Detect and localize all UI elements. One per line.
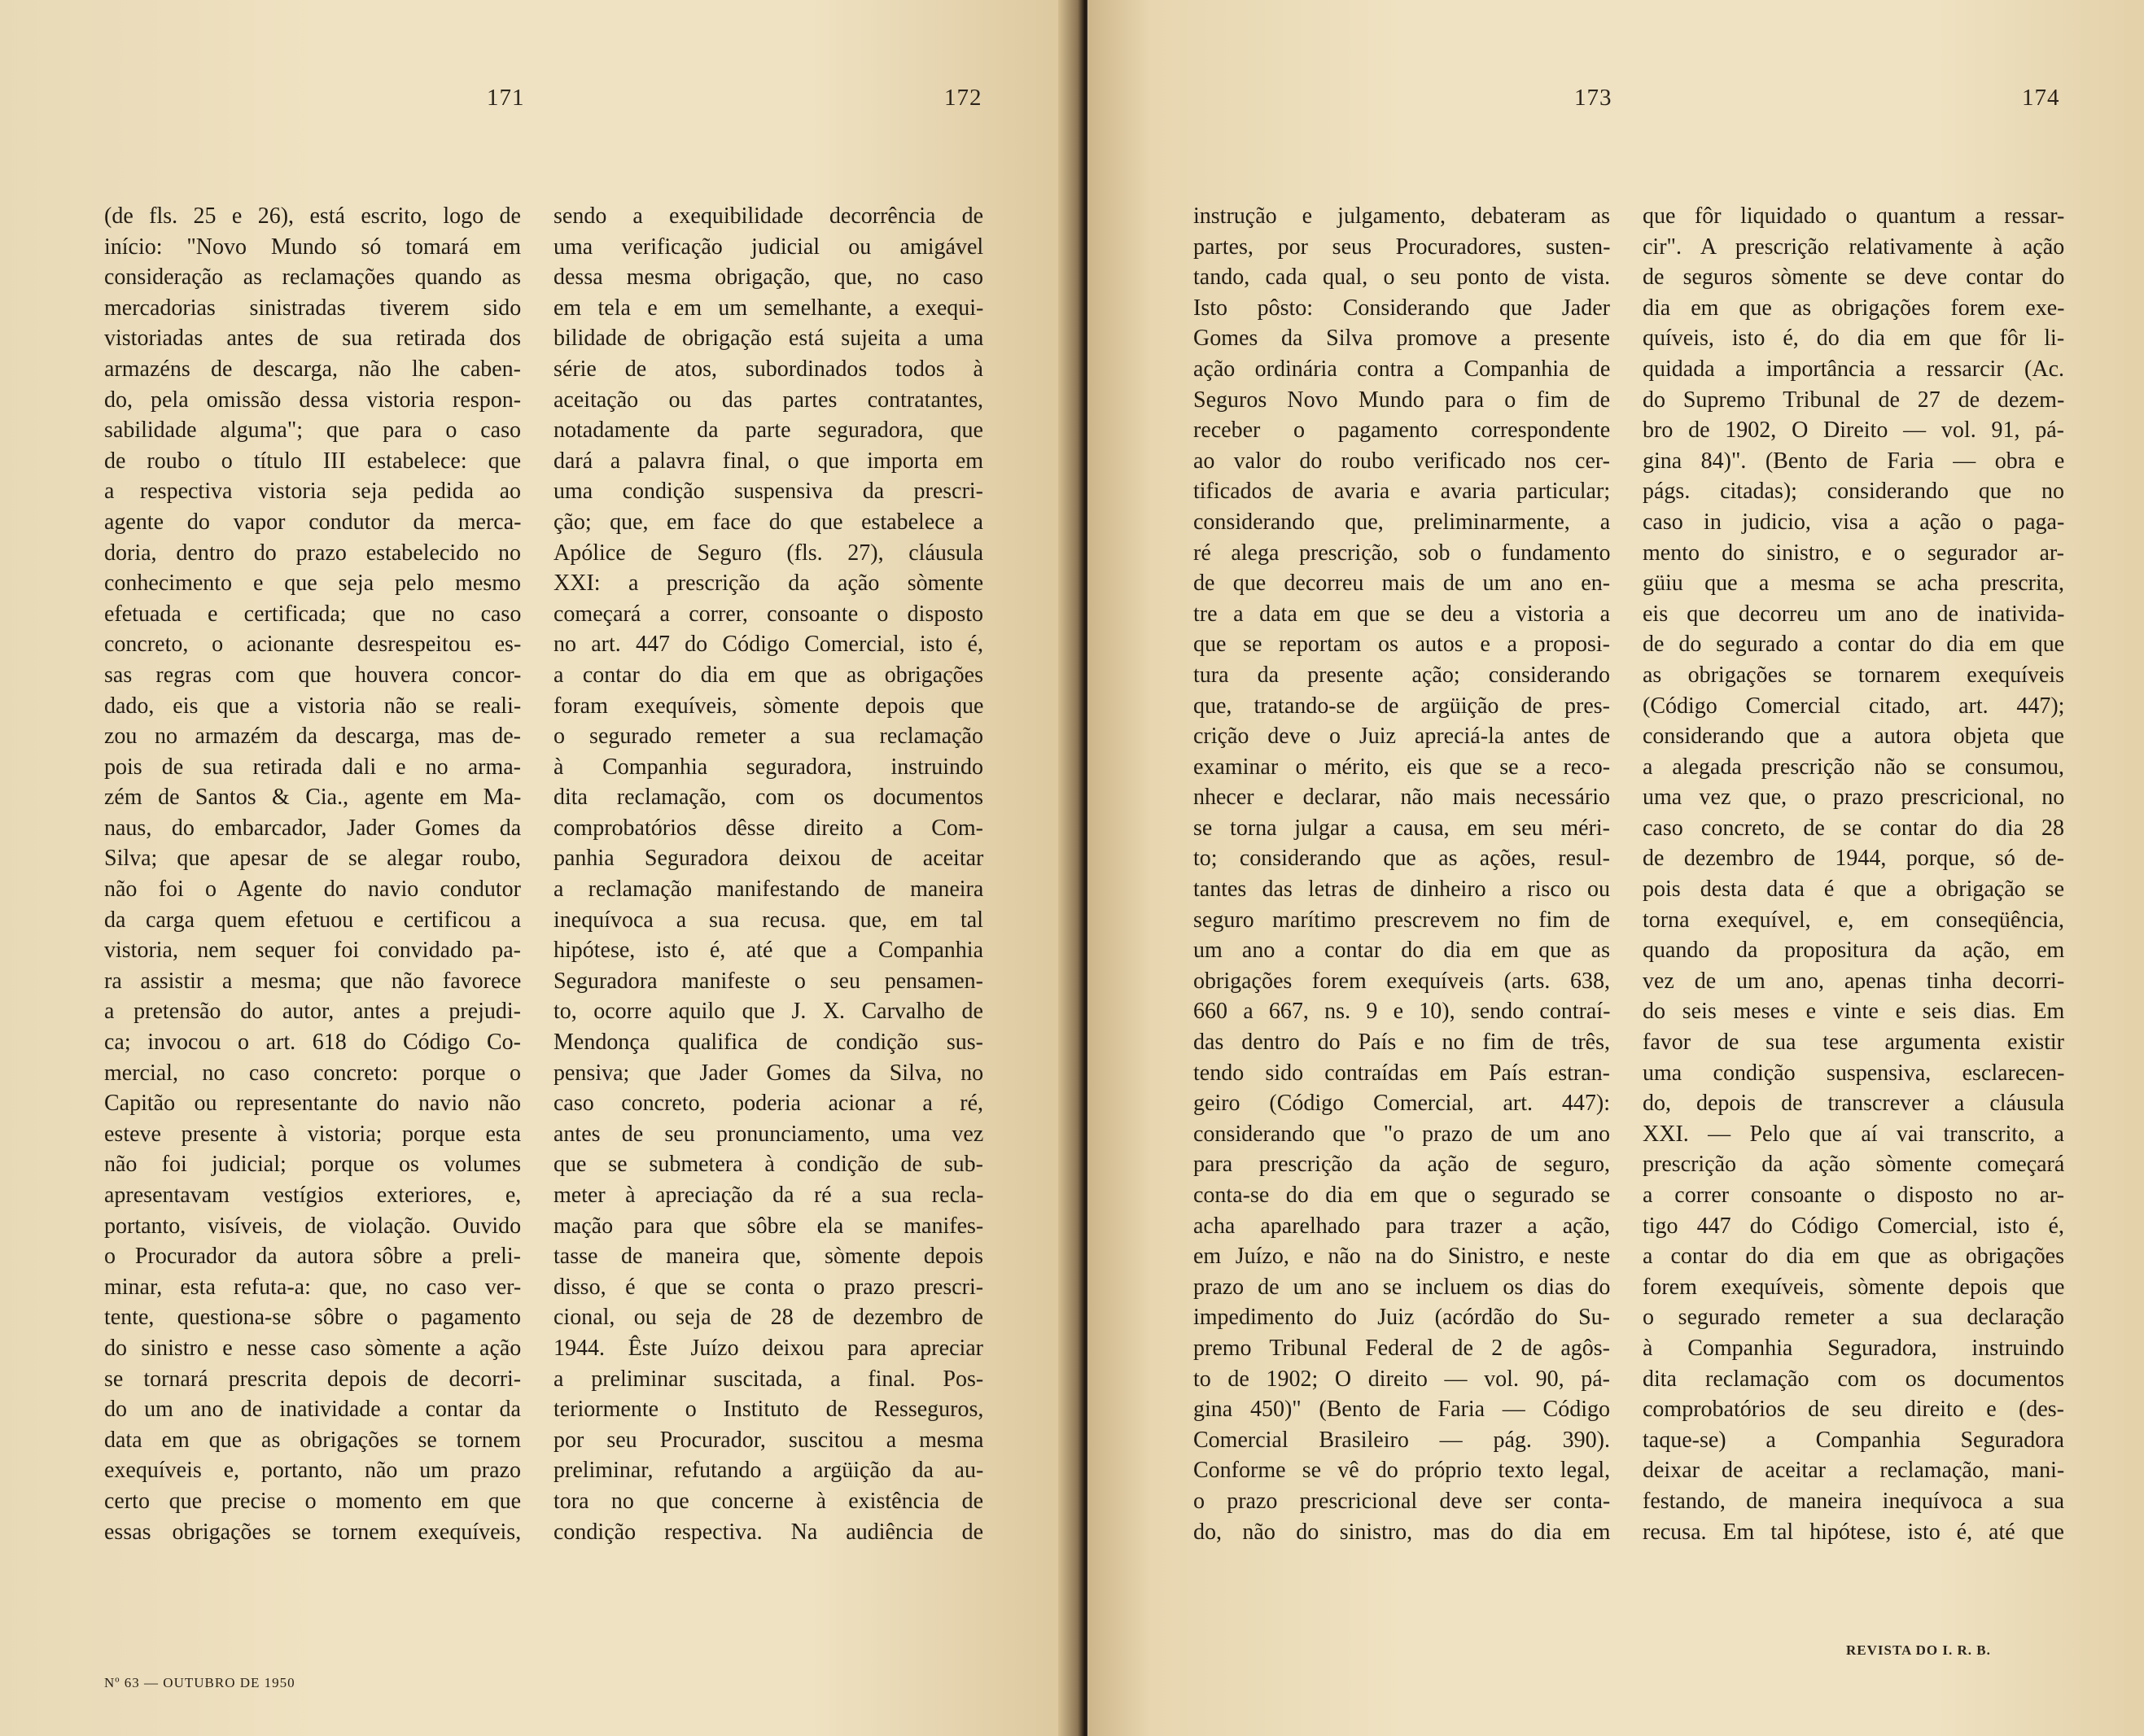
text-line: armazéns de descarga, não lhe caben- (104, 356, 521, 382)
text-line: a contar do dia em que as obrigações (1643, 1244, 2064, 1270)
text-line: to de 1902; O direito — vol. 90, pá- (1193, 1366, 1610, 1392)
text-line: instrução e julgamento, debateram as (1193, 203, 1610, 229)
text-line: dado, eis que a vistoria não se reali- (104, 693, 522, 719)
text-line: XXI: a prescrição da ação sòmente (554, 571, 984, 597)
text-line: hipótese, isto é, até que a Companhia (554, 938, 983, 964)
text-line: págs. citadas); considerando que no (1643, 479, 2064, 505)
text-line: as obrigações se tornarem exequíveis (1643, 662, 2064, 688)
text-line: caso concreto, poderia acionar a ré, (554, 1091, 983, 1117)
text-line: cional, ou seja de 28 de dezembro de (554, 1305, 983, 1331)
text-line: tendo sido contraídas em País estran- (1193, 1060, 1611, 1086)
text-line: XXI. — Pelo que aí vai transcrito, a (1643, 1121, 2064, 1147)
text-line: geiro (Código Comercial, art. 447): (1193, 1091, 1610, 1117)
text-line: recusa. Em tal hipótese, isto é, até que (1643, 1519, 2064, 1545)
page-number-172: 172 (944, 85, 982, 111)
text-line: exequíveis e, portanto, não um prazo (104, 1458, 521, 1484)
text-line: dia em que as obrigações forem exe- (1643, 295, 2065, 321)
text-line: que se reportam os autos e a proposi- (1193, 632, 1610, 658)
text-line: série de atos, subordinados todos à (554, 356, 983, 382)
text-line: o segurado remeter a sua declaração (1643, 1305, 2064, 1331)
text-line: a respectiva vistoria seja pedida ao (104, 479, 521, 505)
text-line: por seu Procurador, suscitou a mesma (554, 1427, 984, 1453)
text-line: dará a palavra final, o que importa em (554, 448, 984, 474)
text-line: naus, do embarcador, Jader Gomes da (104, 815, 522, 841)
text-line: vistoriadas antes de sua retirada dos (104, 326, 521, 352)
text-line: portanto, visíveis, de violação. Ouvido (104, 1213, 522, 1239)
text-line: das dentro do País e no fim de três, (1193, 1030, 1610, 1056)
text-line: início: "Novo Mundo só tomará em (104, 234, 521, 260)
text-column-page-172 (554, 201, 983, 1547)
text-line: que, tratando-se de argüição de pres- (1193, 693, 1610, 719)
text-line: Isto pôsto: Considerando que Jader (1193, 295, 1610, 321)
text-line: a contar do dia em que as obrigações (554, 662, 983, 688)
journal-footer: REVISTA DO I. R. B. (1846, 1642, 1991, 1658)
text-line: em tela e em um semelhante, a exequi- (554, 295, 984, 321)
text-line: torna exequível, e, em conseqüência, (1643, 907, 2064, 933)
text-line: festando, de maneira inequívoca a sua (1643, 1488, 2065, 1514)
text-line: caso concreto, de se contar do dia 28 (1643, 815, 2065, 841)
text-line: consideração as reclamações quando as (104, 265, 521, 291)
text-line: panhia Seguradora deixou de aceitar (554, 846, 984, 872)
page-number-173: 173 (1574, 85, 1612, 111)
text-line: uma condição suspensiva, esclarecen- (1643, 1060, 2065, 1086)
text-line: um ano a contar do dia em que as (1193, 938, 1610, 964)
text-line: uma condição suspensiva da prescri- (554, 479, 983, 505)
text-line: eis que decorreu um ano de inativida- (1643, 601, 2065, 627)
text-line: preliminar, refutando a argüição da au- (554, 1458, 984, 1484)
text-line: dessa mesma obrigação, que, no caso (554, 265, 983, 291)
right-leaf (1087, 0, 2144, 1736)
text-line: acha aparelhado para trazer a ação, (1193, 1213, 1610, 1239)
text-line: da carga quem efetuou e certificou a (104, 907, 521, 933)
text-line: inequívoca a sua recusa. que, em tal (554, 907, 983, 933)
text-line: impedimento do Juiz (acórdão do Su- (1193, 1305, 1610, 1331)
text-line: a alegada prescrição não se consumou, (1643, 754, 2064, 780)
text-line: aceitação ou das partes contratantes, (554, 387, 983, 413)
text-line: esteve presente à vistoria; porque esta (104, 1121, 521, 1147)
text-line: o segurado remeter a sua reclamação (554, 724, 983, 750)
text-line: foram exequíveis, sòmente depois que (554, 693, 984, 719)
text-line: que se submetera à condição de sub- (554, 1152, 983, 1178)
text-line: bilidade de obrigação está sujeita a uma (554, 326, 984, 352)
text-line: conta-se do dia em que o segurado se (1193, 1183, 1610, 1208)
text-line: do um ano de inatividade a contar da (104, 1397, 521, 1423)
text-line: o Procurador da autora sôbre a preli- (104, 1244, 521, 1270)
text-line: para prescrição da ação de seguro, (1193, 1152, 1611, 1178)
text-line: do seis meses e vinte e seis dias. Em (1643, 999, 2065, 1025)
text-line: to, ocorre aquilo que J. X. Carvalho de (554, 999, 983, 1025)
text-line: dita reclamação, com os documentos (554, 785, 983, 811)
text-line: güiu que a mesma se acha prescrita, (1643, 571, 2064, 597)
text-line: prescrição da ação sòmente começará (1643, 1152, 2065, 1178)
text-line: à Companhia Seguradora, instruindo (1643, 1335, 2064, 1361)
text-line: bro de 1902, O Direito — vol. 91, pá- (1643, 418, 2064, 444)
text-column-page-173 (1193, 201, 1610, 1547)
text-line: Silva; que apesar de se alegar roubo, (104, 846, 521, 872)
text-line: a pretensão do autor, antes a prejudi- (104, 999, 521, 1025)
text-line: Seguradora manifeste o seu pensamen- (554, 968, 983, 994)
text-column-page-171 (104, 201, 521, 1547)
text-line: sabilidade alguma"; que para o caso (104, 418, 521, 444)
text-line: de do segurado a contar do dia em que (1643, 632, 2064, 658)
text-line: a reclamação manifestando de maneira (554, 877, 984, 903)
text-line: ré alega prescrição, sob o fundamento (1193, 540, 1611, 566)
text-line: meter à apreciação da ré a sua recla- (554, 1183, 984, 1208)
text-line: mercadorias sinistradas tiverem sido (104, 295, 522, 321)
text-line: do Supremo Tribunal de 27 de dezem- (1643, 387, 2065, 413)
text-line: considerando que a autora objeta que (1643, 724, 2064, 750)
text-line: tasse de maneira que, sòmente depois (554, 1244, 983, 1270)
text-line: seguro marítimo prescrevem no fim de (1193, 907, 1610, 933)
text-line: Comercial Brasileiro — pág. 390). (1193, 1427, 1610, 1453)
text-line: condição respectiva. Na audiência de (554, 1519, 983, 1545)
text-line: do, depois de transcrever a cláusula (1643, 1091, 2065, 1117)
text-line: pois de sua retirada dali e no arma- (104, 754, 521, 780)
text-line: cir". A prescrição relativamente à ação (1643, 234, 2065, 260)
text-line: zou no armazém da descarga, mas de- (104, 724, 521, 750)
page-number-174: 174 (2022, 85, 2060, 111)
text-line: tora no que concerne à existência de (554, 1488, 983, 1514)
text-line: ca; invocou o art. 618 do Código Co- (104, 1030, 521, 1056)
text-line: efetuada e certificada; que no caso (104, 601, 522, 627)
text-line: vistoria, nem sequer foi convidado pa- (104, 938, 521, 964)
text-line: tura da presente ação; considerando (1193, 662, 1610, 688)
text-line: que fôr liquidado o quantum a ressar- (1643, 203, 2065, 229)
text-line: dita reclamação com os documentos (1643, 1366, 2064, 1392)
text-line: deixar de aceitar a reclamação, mani- (1643, 1458, 2065, 1484)
text-line: se torna julgar a causa, em seu méri- (1193, 815, 1610, 841)
text-line: tigo 447 do Código Comercial, isto é, (1643, 1213, 2064, 1239)
text-line: à Companhia seguradora, instruindo (554, 754, 983, 780)
text-line: comprobatórios dêsse direito a Com- (554, 815, 983, 841)
text-line: zém de Santos & Cia., agente em Ma- (104, 785, 522, 811)
text-line: considerando que "o prazo de um ano (1193, 1121, 1610, 1147)
text-line: quando da propositura da ação, em (1643, 938, 2065, 964)
text-line: prazo de um ano se incluem os dias do (1193, 1274, 1611, 1300)
text-line: uma verificação judicial ou amigável (554, 234, 984, 260)
text-line: Mendonça qualifica de condição sus- (554, 1030, 983, 1056)
text-line: favor de sua tese argumenta existir (1643, 1030, 2065, 1056)
text-line: to; considerando que as ações, resul- (1193, 846, 1610, 872)
text-line: sendo a exequibilidade decorrência de (554, 203, 983, 229)
text-line: tantes das letras de dinheiro a risco ou (1193, 877, 1610, 903)
text-line: Capitão ou representante do navio não (104, 1091, 521, 1117)
text-line: mento do sinistro, e o segurador ar- (1643, 540, 2064, 566)
text-line: considerando que, preliminarmente, a (1193, 509, 1611, 535)
text-line: de dezembro de 1944, porque, só de- (1643, 846, 2064, 872)
text-line: a preliminar suscitada, a final. Pos- (554, 1366, 984, 1392)
text-line: ção; que, em face do que estabelece a (554, 509, 983, 535)
text-line: (de fls. 25 e 26), está escrito, logo de (104, 203, 521, 229)
text-line: (Código Comercial citado, art. 447); (1643, 693, 2065, 719)
text-line: sas regras com que houvera concor- (104, 662, 522, 688)
text-line: agente do vapor condutor da merca- (104, 509, 522, 535)
text-line: concreto, o acionante desrespeitou es- (104, 632, 522, 658)
text-line: partes, por seus Procuradores, susten- (1193, 234, 1611, 260)
text-line: a correr consoante o disposto no ar- (1643, 1183, 2065, 1208)
page-number-171: 171 (487, 85, 525, 111)
text-line: de roubo o título III estabelece: que (104, 448, 522, 474)
text-line: essas obrigações se tornem exequíveis, (104, 1519, 522, 1545)
text-line: ação ordinária contra a Companhia de (1193, 356, 1611, 382)
text-line: teriormente o Instituto de Resseguros, (554, 1397, 984, 1423)
text-line: uma vez que, o prazo prescricional, no (1643, 785, 2065, 811)
text-line: notadamente da parte seguradora, que (554, 418, 983, 444)
text-line: tificados de avaria e avaria particular; (1193, 479, 1611, 505)
text-line: apresentavam vestígios exteriores, e, (104, 1183, 522, 1208)
text-line: pois desta data é que a obrigação se (1643, 877, 2064, 903)
text-line: comprobatórios de seu direito e (des- (1643, 1397, 2064, 1423)
text-line: do, não do sinistro, mas do dia em (1193, 1519, 1611, 1545)
text-line: do sinistro e nesse caso sòmente a ação (104, 1335, 522, 1361)
text-line: em Juízo, e não na do Sinistro, e neste (1193, 1244, 1610, 1270)
text-line: quidada a importância a ressarcir (Ac. (1643, 356, 2065, 382)
text-line: caso in judicio, visa a ação o paga- (1643, 509, 2065, 535)
text-line: disso, é que se conta o prazo prescri- (554, 1274, 984, 1300)
text-line: Seguros Novo Mundo para o fim de (1193, 387, 1610, 413)
text-line: forem exequíveis, sòmente depois que (1643, 1274, 2065, 1300)
text-line: 660 a 667, ns. 9 e 10), sendo contraí- (1193, 999, 1611, 1025)
text-line: certo que precise o momento em que (104, 1488, 522, 1514)
text-line: minar, esta refuta-a: que, no caso ver- (104, 1274, 522, 1300)
text-column-page-174 (1643, 201, 2064, 1547)
text-line: receber o pagamento correspondente (1193, 418, 1611, 444)
text-line: 1944. Êste Juízo deixou para apreciar (554, 1335, 983, 1361)
text-line: no art. 447 do Código Comercial, isto é, (554, 632, 983, 658)
text-line: se tornará prescrita depois de decorri- (104, 1366, 522, 1392)
text-line: de seguros sòmente se deve contar do (1643, 265, 2065, 291)
text-line: Conforme se vê do próprio texto legal, (1193, 1458, 1611, 1484)
text-line: do, pela omissão dessa vistoria respon- (104, 387, 522, 413)
text-line: antes de seu pronunciamento, uma vez (554, 1121, 984, 1147)
text-line: não foi judicial; porque os volumes (104, 1152, 521, 1178)
text-line: obrigações forem exequíveis (arts. 638, (1193, 968, 1610, 994)
text-line: tente, questiona-se sôbre o pagamento (104, 1305, 521, 1331)
text-line: tre a data em que se deu a vistoria a (1193, 601, 1610, 627)
text-line: taque-se) a Companhia Seguradora (1643, 1427, 2064, 1453)
text-line: mercial, no caso concreto: porque o (104, 1060, 521, 1086)
text-line: doria, dentro do prazo estabelecido no (104, 540, 521, 566)
text-line: gina 84)". (Bento de Faria — obra e (1643, 448, 2065, 474)
text-line: o prazo prescricional deve ser conta- (1193, 1488, 1611, 1514)
text-line: de que decorreu mais de um ano en- (1193, 571, 1611, 597)
text-line: conhecimento e que seja pelo mesmo (104, 571, 521, 597)
text-line: nhecer e declarar, não mais necessário (1193, 785, 1610, 811)
text-line: Apólice de Seguro (fls. 27), cláusula (554, 540, 983, 566)
text-line: data em que as obrigações se tornem (104, 1427, 521, 1453)
text-line: mação para que sôbre ela se manifes- (554, 1213, 984, 1239)
text-line: pensiva; que Jader Gomes da Silva, no (554, 1060, 984, 1086)
text-line: crição deve o Juiz apreciá-la antes de (1193, 724, 1610, 750)
text-line: vez de um ano, apenas tinha decorri- (1643, 968, 2065, 994)
text-line: premo Tribunal Federal de 2 de agôs- (1193, 1335, 1610, 1361)
text-line: ra assistir a mesma; que não favorece (104, 968, 522, 994)
text-line: começará a correr, consoante o disposto (554, 601, 983, 627)
text-line: ao valor do roubo verificado nos cer- (1193, 448, 1610, 474)
text-line: Gomes da Silva promove a presente (1193, 326, 1610, 352)
text-line: quíveis, isto é, do dia em que fôr li- (1643, 326, 2065, 352)
issue-footer: Nº 63 — OUTUBRO DE 1950 (104, 1675, 295, 1690)
text-line: tando, cada qual, o seu ponto de vista. (1193, 265, 1611, 291)
text-line: examinar o mérito, eis que se a reco- (1193, 754, 1611, 780)
text-line: gina 450)" (Bento de Faria — Código (1193, 1397, 1610, 1423)
text-line: não foi o Agente do navio condutor (104, 877, 521, 903)
